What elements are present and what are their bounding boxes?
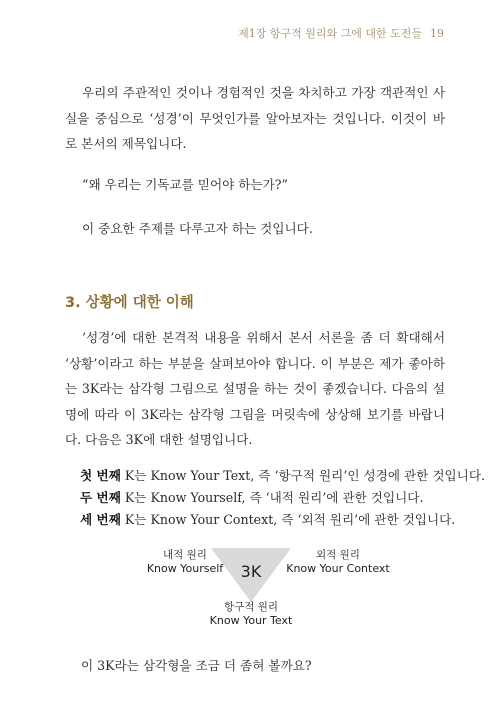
- left-label-korean: 내적 원리: [163, 549, 207, 561]
- question-quote: “왜 우리는 기독교를 믿어야 하는가?”: [82, 177, 288, 192]
- list-item-ordinal: 첫 번째: [80, 468, 121, 483]
- three-k-diagram: [0, 540, 500, 640]
- chapter-title: 제1장 항구적 원리와 그에 대한 도전들: [238, 27, 422, 40]
- list-item-ordinal: 세 번째: [80, 512, 121, 527]
- list-item: [80, 487, 485, 509]
- list-item-text: K는 Know Your Text, 즉 ‘항구적 원리’인 성경에 관한 것입니다.: [120, 468, 486, 483]
- context-paragraph: ‘성경’에 대한 본격적 내용을 위해서 본서 서론을 좀 더 확대해서 ‘상황’이라고 하는 부분을 살펴보아야 합니다. 이 부분은 제가 좋아하는 3K라는 삼각형 그림으로 설명을 하는 것이 좋겠습니다. 다음의 설명에 따라 이 3K라는 삼각형 그림을 머릿속에 상상해 보기를 바랍니다. 다음은 3K에 대한 설명입니다.: [65, 330, 445, 447]
- left-label-english: Know Yourself: [146, 562, 224, 575]
- diagram-left-label: [140, 548, 230, 576]
- closing-sentence: 이 3K라는 삼각형을 조금 더 좀혀 볼까요?: [81, 658, 312, 673]
- running-header: [238, 25, 444, 41]
- list-item: [80, 465, 485, 487]
- right-label-english: Know Your Context: [286, 562, 390, 575]
- intro-paragraph: 우리의 주관적인 것이나 경험적인 것을 차치하고 가장 객관적인 사실을 중심으로 ‘성경’이 무엇인가를 알아보자는 것입니다. 이것이 바로 본서의 제목입니다.: [65, 85, 445, 151]
- section-heading: 3. 상황에 대한 이해: [65, 295, 194, 311]
- list-item-text: K는 Know Your Context, 즉 ‘외적 원리’에 관한 것입니다.: [120, 512, 456, 527]
- right-label-korean: 외적 원리: [316, 549, 360, 561]
- diagram-bottom-label: [196, 600, 306, 628]
- diagram-right-label: [283, 548, 393, 576]
- three-k-list: [80, 465, 485, 531]
- topic-paragraph: 이 중요한 주제를 다루고자 하는 것입니다.: [82, 221, 313, 236]
- diagram-center-label: 3K: [240, 562, 262, 581]
- bottom-label-korean: 항구적 원리: [223, 601, 279, 613]
- list-item-ordinal: 두 번째: [80, 490, 121, 505]
- page-number: 19: [430, 27, 444, 40]
- list-item: [80, 509, 485, 531]
- list-item-text: K는 Know Yourself, 즉 ‘내적 원리’에 관한 것입니다.: [120, 490, 424, 505]
- bottom-label-english: Know Your Text: [209, 614, 293, 627]
